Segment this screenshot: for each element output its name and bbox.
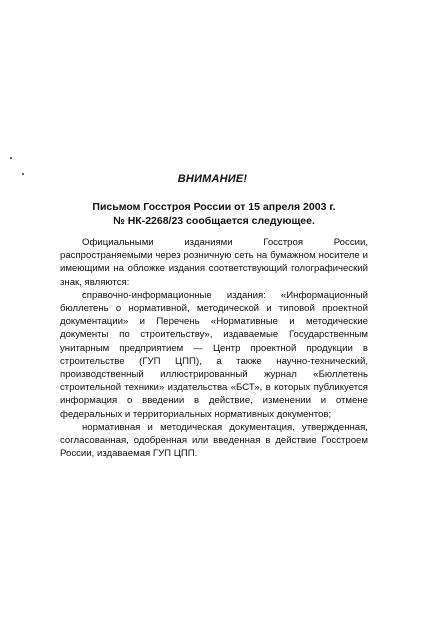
subheading-line-2: № НК-2268/23 сообщается следующее. (113, 215, 315, 227)
notice-body (60, 236, 368, 460)
notice-subheading (60, 200, 368, 228)
body-paragraph-1: Официальными изданиями Госстроя России, распространяемыми через розничную сеть на бумажном носителе и имеющими на обложке издания соответствующий голографический знак, являются: (60, 237, 368, 288)
body-paragraph-2: справочно-информационные издания: «Информационный бюллетень о нормативной, методической и типовой проектной документации» и Перечень «Нормативные и методические документы по строительству», издаваемые Государственным унитарным предприятием — Центр проектной продукции в строительстве (ГУП ЦПП), а также научно-технический, производственный иллюстрированный журнал «Бюллетень строительной техники» издательства «БСТ», в которых публикуется информация о введении в действие, изменении и отмене федеральных и территориальных нормативных документов; (60, 289, 368, 420)
notice-heading: ВНИМАНИЕ! (177, 173, 248, 185)
scan-speck (10, 157, 12, 159)
subheading-line-1: Письмом Госстроя России от 15 апреля 2003 г. (92, 201, 336, 213)
body-paragraph-3: нормативная и методическая документация, утвержденная, согласованная, одобренная или введенная в действие Госстроем России, издаваемая ГУП ЦПП. (60, 421, 368, 460)
